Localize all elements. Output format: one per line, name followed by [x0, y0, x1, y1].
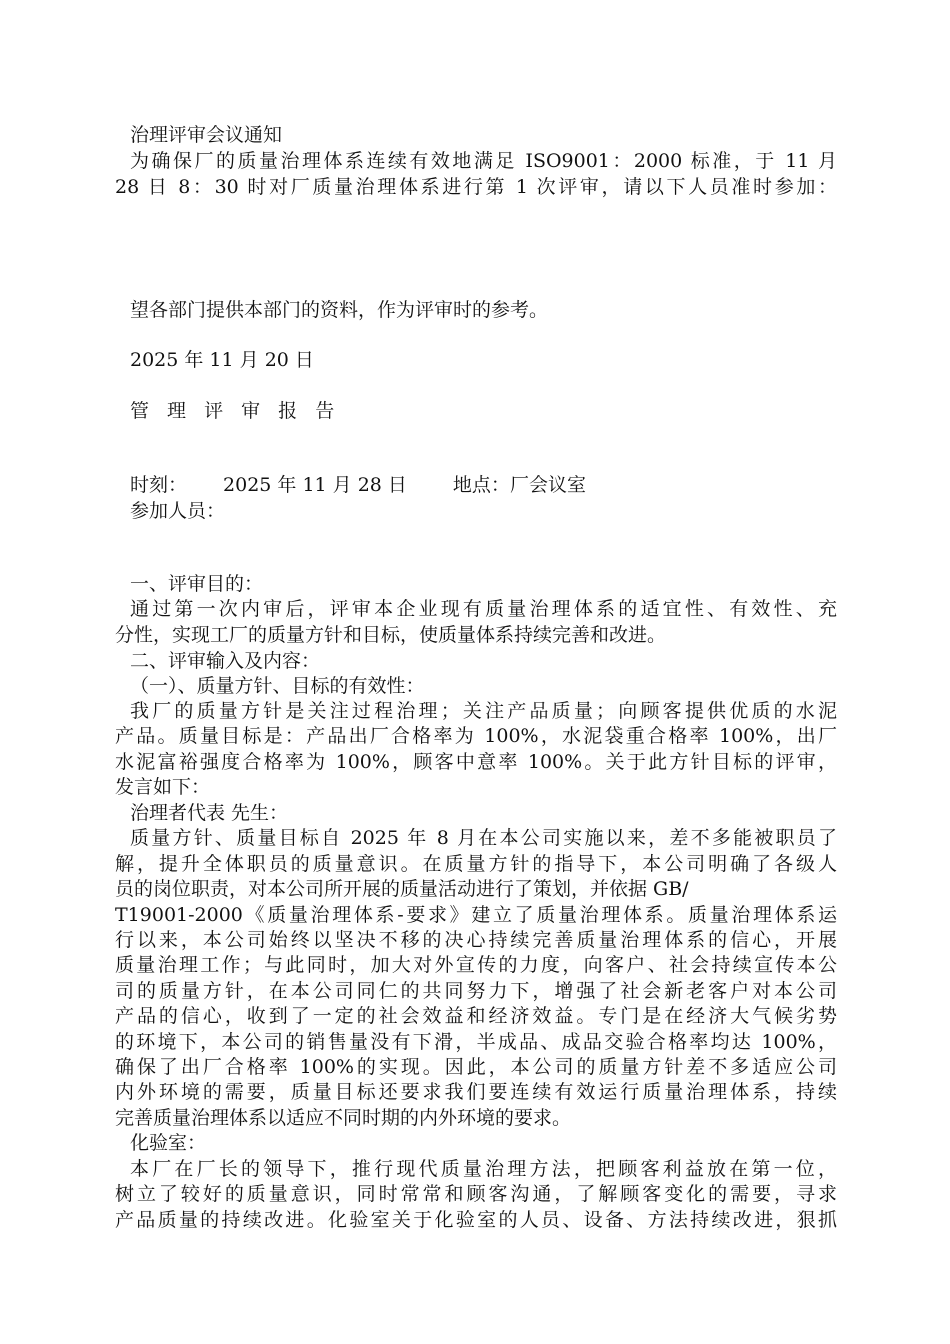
- rep-line: T19001-2000《质量治理体系-要求》建立了质量治理体系。质量治理体系运: [115, 904, 837, 926]
- policy-line: 发言如下：: [115, 776, 211, 798]
- rep-line: 员的岗位职责，对本公司所开展的质量活动进行了策划，并依据 GB/: [115, 878, 689, 900]
- notice-line: 28 日 8：30 时对厂质量治理体系进行第 1 次评审，请以下人员准时参加：: [115, 176, 837, 198]
- policy-line: 产品。质量目标是：产品出厂合格率为 100%，水泥袋重合格率 100%，出厂: [115, 725, 837, 747]
- rep-heading: 治理者代表 先生：: [130, 802, 289, 824]
- lab-line: 产品质量的持续改进。化验室关于化验室的人员、设备、方法持续改进，狠抓: [115, 1209, 837, 1231]
- policy-line: 水泥富裕强度合格率为 100%，顾客中意率 100%。关于此方针目标的评审，: [115, 751, 837, 773]
- lab-line: 树立了较好的质量意识，同时常常和顾客沟通，了解顾客变化的需要，寻求: [115, 1183, 837, 1205]
- participants-label: 参加人员：: [130, 500, 226, 522]
- rep-line: 内外环境的需要，质量目标还要求我们要连续有效运行质量治理体系，持续: [115, 1081, 837, 1103]
- purpose-line: 分性，实现工厂的质量方针和目标，使质量体系持续完善和改进。: [115, 624, 667, 646]
- time-value: 2025 年 11 月 28 日: [223, 474, 407, 496]
- rep-line: 的环境下，本公司的销售量没有下滑，半成品、成品交验合格率均达 100%，: [115, 1031, 837, 1053]
- rep-line: 解，提升全体职员的质量意识。在质量方针的指导下，本公司明确了各级人: [115, 853, 837, 875]
- notice-request: 望各部门提供本部门的资料，作为评审时的参考。: [130, 299, 549, 321]
- notice-title: 治理评审会议通知: [130, 124, 283, 146]
- notice-line: 为确保厂的质量治理体系连续有效地满足 ISO9001：2000 标准，于 11 月: [130, 150, 837, 172]
- policy-line: 我厂的质量方针是关注过程治理；关注产品质量；向顾客提供优质的水泥: [130, 700, 837, 722]
- lab-line: 本厂在厂长的领导下，推行现代质量治理方法，把顾客利益放在第一位，: [130, 1158, 837, 1180]
- notice-date: 2025 年 11 月 20 日: [130, 349, 314, 371]
- place-value: 厂会议室: [509, 474, 586, 496]
- rep-line: 司的质量方针，在本公司同仁的共同努力下，增强了社会新老客户对本公司: [115, 980, 837, 1002]
- purpose-line: 通过第一次内审后，评审本企业现有质量治理体系的适宜性、有效性、充: [130, 598, 837, 620]
- rep-line: 行以来，本公司始终以坚决不移的决心持续完善质量治理体系的信心，开展: [115, 929, 837, 951]
- place-label: 地点：: [452, 474, 510, 496]
- policy-heading: （一）、质量方针、目标的有效性：: [130, 675, 425, 697]
- rep-line: 产品的信心，收到了一定的社会效益和经济效益。专门是在经济大气候劣势: [115, 1005, 837, 1027]
- rep-line: 完善质量治理体系以适应不同时期的内外环境的要求。: [115, 1107, 572, 1129]
- lab-heading: 化验室：: [130, 1132, 207, 1154]
- rep-line: 确保了出厂合格率 100%的实现。因此，本公司的质量方针差不多适应公司: [115, 1056, 837, 1078]
- rep-line: 质量方针、质量目标自 2025 年 8 月在本公司实施以来，差不多能被职员了: [130, 827, 837, 849]
- report-title: 管 理 评 审 报 告: [130, 400, 341, 422]
- purpose-heading: 一、评审目的：: [130, 573, 264, 595]
- time-label: 时刻：: [130, 474, 188, 496]
- input-heading: 二、评审输入及内容：: [130, 650, 321, 672]
- report-time-place: [130, 473, 837, 498]
- rep-line: 质量治理工作；与此同时，加大对外宣传的力度，向客户、社会持续宣传本公: [115, 954, 837, 976]
